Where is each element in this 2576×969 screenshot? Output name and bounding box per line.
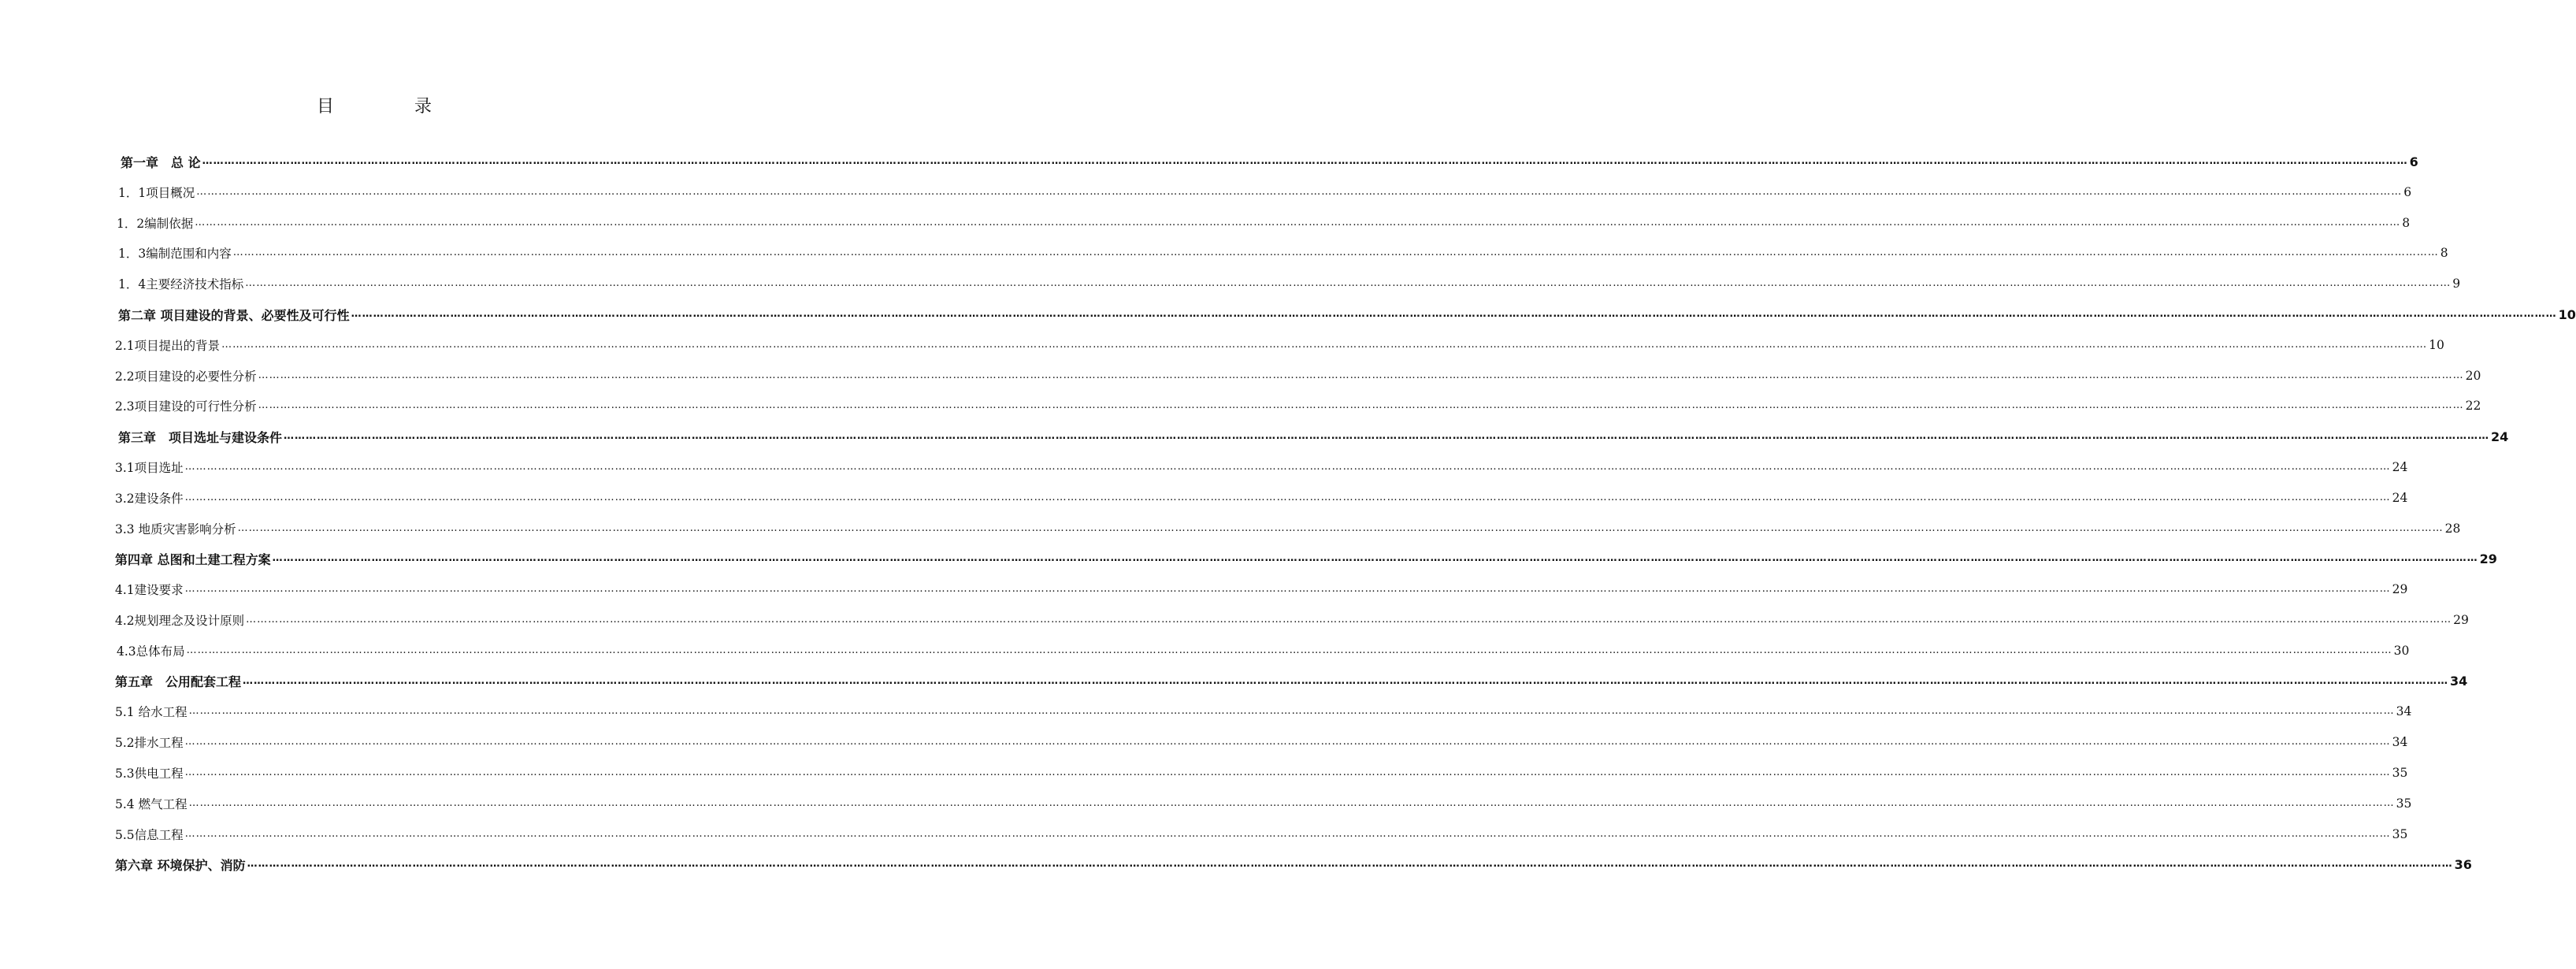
toc-entry-label: 4.3总体布局 xyxy=(117,644,185,659)
toc-entry-label: 1．2编制依据 xyxy=(117,216,194,231)
toc-section-entry[interactable] xyxy=(115,763,2408,782)
toc-section-entry[interactable] xyxy=(115,366,2481,385)
toc-dot-leader: …………………………………………………………………………………………………………………………………………………………………………………………………………………………………………………………………………………………………………………………………………………………………………………………………………………………………………………………………………………………………………………………………………………… xyxy=(184,491,2391,503)
toc-entry-label: 5.3供电工程 xyxy=(115,767,184,781)
toc-entry-label: 1．1项目概况 xyxy=(118,185,195,200)
toc-section-entry[interactable] xyxy=(115,825,2408,844)
toc-page-number: 29 xyxy=(2479,551,2497,566)
toc-page-number: 24 xyxy=(2392,460,2408,474)
toc-page-number: 24 xyxy=(2491,429,2509,444)
toc-page-number: 6 xyxy=(2409,154,2418,169)
toc-page-number: 35 xyxy=(2392,766,2408,780)
toc-entry-label: 2.3项目建设的可行性分析 xyxy=(115,399,257,414)
toc-entry-label: 5.2排水工程 xyxy=(115,736,184,751)
toc-entry-label: 2.2项目建设的必要性分析 xyxy=(115,369,257,384)
toc-page-number: 34 xyxy=(2392,735,2408,750)
toc-chapter-entry[interactable] xyxy=(118,427,2509,446)
toc-dot-leader: …………………………………………………………………………………………………………………………………………………………………………………………………………………………………………………………………………………………………………………………………………………………………………………………………………………………………………………………………………………………………………………………………………………… xyxy=(272,552,2478,565)
toc-dot-leader: …………………………………………………………………………………………………………………………………………………………………………………………………………………………………………………………………………………………………………………………………………………………………………………………………………………………………………………………………………………………………………………………………………………… xyxy=(188,705,2395,718)
toc-dot-leader: …………………………………………………………………………………………………………………………………………………………………………………………………………………………………………………………………………………………………………………………………………………………………………………………………………………………………………………………………………………………………………………………………………………… xyxy=(245,277,2452,290)
toc-dot-leader: …………………………………………………………………………………………………………………………………………………………………………………………………………………………………………………………………………………………………………………………………………………………………………………………………………………………………………………………………………………………………………………………………………………… xyxy=(258,399,2464,412)
toc-page-number: 30 xyxy=(2393,643,2410,658)
toc-entry-label: 4.2规划理念及设计原则 xyxy=(115,614,245,628)
toc-page-number: 35 xyxy=(2392,826,2408,841)
toc-dot-leader: …………………………………………………………………………………………………………………………………………………………………………………………………………………………………………………………………………………………………………………………………………………………………………………………………………………………………………………………………………………………………………………………………………………… xyxy=(237,522,2444,534)
toc-section-entry[interactable] xyxy=(118,183,2412,202)
toc-page-number: 8 xyxy=(2440,246,2448,261)
toc-dot-leader: …………………………………………………………………………………………………………………………………………………………………………………………………………………………………………………………………………………………………………………………………………………………………………………………………………………………………………………………………………………………………………………………………………………… xyxy=(243,674,2449,687)
toc-dot-leader: …………………………………………………………………………………………………………………………………………………………………………………………………………………………………………………………………………………………………………………………………………………………………………………………………………………………………………………………………………………………………………………………………………………… xyxy=(188,796,2395,809)
toc-dot-leader: …………………………………………………………………………………………………………………………………………………………………………………………………………………………………………………………………………………………………………………………………………………………………………………………………………………………………………………………………………………………………………………………………………………… xyxy=(246,614,2452,626)
toc-page-number: 24 xyxy=(2392,490,2408,505)
toc-dot-leader: …………………………………………………………………………………………………………………………………………………………………………………………………………………………………………………………………………………………………………………………………………………………………………………………………………………………………………………………………………………………………………………………………………………… xyxy=(196,185,2403,198)
toc-section-entry[interactable] xyxy=(115,519,2461,538)
toc-page-number: 22 xyxy=(2465,399,2481,414)
toc-page-number: 8 xyxy=(2402,215,2411,230)
toc-chapter-entry[interactable] xyxy=(118,305,2576,324)
toc-page-number: 20 xyxy=(2465,368,2481,383)
toc-section-entry[interactable] xyxy=(115,336,2444,355)
toc-title: 目 录 xyxy=(316,97,463,117)
toc-page-number: 36 xyxy=(2454,856,2472,872)
toc-entry-label: 4.1建设要求 xyxy=(115,583,184,598)
toc-section-entry[interactable] xyxy=(115,458,2408,477)
toc-dot-leader: …………………………………………………………………………………………………………………………………………………………………………………………………………………………………………………………………………………………………………………………………………………………………………………………………………………………………………………………………………………………………………………………………………………… xyxy=(186,644,2392,656)
toc-entry-label: 3.1项目选址 xyxy=(115,461,184,475)
toc-dot-leader: …………………………………………………………………………………………………………………………………………………………………………………………………………………………………………………………………………………………………………………………………………………………………………………………………………………………………………………………………………………………………………………………………………………… xyxy=(221,338,2428,351)
toc-section-entry[interactable] xyxy=(115,580,2408,599)
toc-dot-leader: …………………………………………………………………………………………………………………………………………………………………………………………………………………………………………………………………………………………………………………………………………………………………………………………………………………………………………………………………………………………………………………………………………………… xyxy=(284,430,2490,443)
toc-dot-leader: …………………………………………………………………………………………………………………………………………………………………………………………………………………………………………………………………………………………………………………………………………………………………………………………………………………………………………………………………………………………………………………………………………………… xyxy=(184,583,2391,596)
toc-dot-leader: …………………………………………………………………………………………………………………………………………………………………………………………………………………………………………………………………………………………………………………………………………………………………………………………………………………………………………………………………………………………………………………………………………………… xyxy=(195,216,2401,228)
toc-entry-label: 第一章 总 论 xyxy=(121,154,201,170)
toc-entry-label: 3.3 地质灾害影响分析 xyxy=(115,522,236,536)
toc-entry-label: 1．3编制范围和内容 xyxy=(118,247,232,262)
toc-chapter-entry[interactable] xyxy=(115,855,2472,874)
toc-entry-label: 2.1项目提出的背景 xyxy=(115,338,221,353)
toc-entry-label: 第二章 项目建设的背景、必要性及可行性 xyxy=(118,307,350,323)
toc-dot-leader: …………………………………………………………………………………………………………………………………………………………………………………………………………………………………………………………………………………………………………………………………………………………………………………………………………………………………………………………………………………………………………………………………………………… xyxy=(184,827,2391,840)
toc-section-entry[interactable] xyxy=(115,702,2412,721)
toc-section-entry[interactable] xyxy=(117,641,2410,660)
toc-dot-leader: …………………………………………………………………………………………………………………………………………………………………………………………………………………………………………………………………………………………………………………………………………………………………………………………………………………………………………………………………………………………………………………………………………………… xyxy=(232,247,2439,259)
toc-page-number: 9 xyxy=(2452,277,2461,291)
toc-entry-label: 第四章 总图和土建工程方案 xyxy=(115,551,271,567)
toc-entry-label: 5.1 给水工程 xyxy=(115,705,187,720)
toc-entry-label: 5.4 燃气工程 xyxy=(115,796,187,811)
toc-dot-leader: …………………………………………………………………………………………………………………………………………………………………………………………………………………………………………………………………………………………………………………………………………………………………………………………………………………………………………………………………………………………………………………………………………………… xyxy=(184,767,2391,778)
toc-entry-label: 第六章 环境保护、消防 xyxy=(115,857,246,873)
toc-entry-label: 第五章 公用配套工程 xyxy=(115,674,242,690)
toc-section-entry[interactable] xyxy=(115,794,2412,813)
toc-section-entry[interactable] xyxy=(115,396,2481,415)
toc-entry-label: 第三章 项目选址与建设条件 xyxy=(118,429,283,445)
toc-page-number: 35 xyxy=(2396,796,2412,811)
toc-page-number: 29 xyxy=(2453,613,2469,627)
toc-entry-label: 3.2建设条件 xyxy=(115,491,184,506)
toc-dot-leader: …………………………………………………………………………………………………………………………………………………………………………………………………………………………………………………………………………………………………………………………………………………………………………………………………………………………………………………………………………………………………………………………………………………… xyxy=(247,858,2453,871)
toc-dot-leader: …………………………………………………………………………………………………………………………………………………………………………………………………………………………………………………………………………………………………………………………………………………………………………………………………………………………………………………………………………………………………………………………………………………… xyxy=(184,736,2391,748)
toc-page-number: 28 xyxy=(2444,521,2461,536)
toc-chapter-entry[interactable] xyxy=(115,549,2497,568)
toc-page-number: 6 xyxy=(2403,184,2412,199)
toc-dot-leader: …………………………………………………………………………………………………………………………………………………………………………………………………………………………………………………………………………………………………………………………………………………………………………………………………………………………………………………………………………………………………………………………………………………… xyxy=(202,155,2408,167)
toc-dot-leader: …………………………………………………………………………………………………………………………………………………………………………………………………………………………………………………………………………………………………………………………………………………………………………………………………………………………………………………………………………………………………………………………………………………… xyxy=(184,461,2391,473)
toc-page-number: 34 xyxy=(2396,704,2412,719)
toc-page-number: 29 xyxy=(2392,582,2408,597)
toc-page-number: 10 xyxy=(2558,306,2576,322)
toc-section-entry[interactable] xyxy=(115,611,2469,629)
toc-section-entry[interactable] xyxy=(115,488,2408,507)
toc-section-entry[interactable] xyxy=(117,213,2411,232)
toc-entry-label: 5.5信息工程 xyxy=(115,827,184,842)
toc-chapter-entry[interactable] xyxy=(115,672,2468,691)
toc-section-entry[interactable] xyxy=(115,733,2408,752)
toc-section-entry[interactable] xyxy=(118,274,2461,293)
toc-dot-leader: …………………………………………………………………………………………………………………………………………………………………………………………………………………………………………………………………………………………………………………………………………………………………………………………………………………………………………………………………………………………………………………………………………………… xyxy=(351,308,2557,320)
toc-entry-label: 1．4主要经济技术指标 xyxy=(118,277,244,292)
toc-chapter-entry[interactable] xyxy=(121,152,2418,171)
toc-page-number: 34 xyxy=(2450,674,2468,689)
toc-section-entry[interactable] xyxy=(118,243,2448,262)
toc-page-number: 10 xyxy=(2429,337,2444,352)
toc-dot-leader: …………………………………………………………………………………………………………………………………………………………………………………………………………………………………………………………………………………………………………………………………………………………………………………………………………………………………………………………………………………………………………………………………………………… xyxy=(258,369,2464,381)
